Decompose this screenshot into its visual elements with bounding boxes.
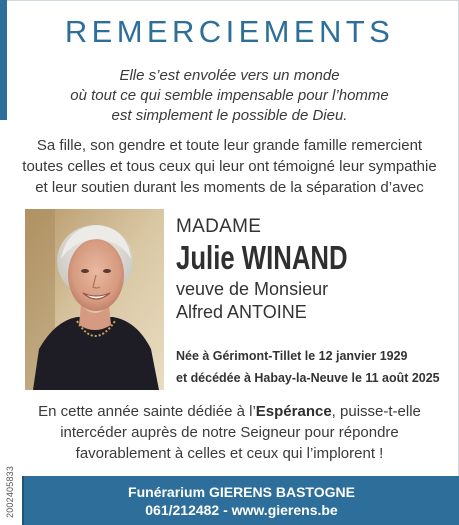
deceased-identity [176, 216, 446, 324]
closing-paragraph [0, 401, 459, 464]
deceased-name: Julie WINAND [176, 239, 348, 276]
closing-line-start: En cette année sainte dédiée à l’ [38, 403, 256, 420]
top-border [0, 0, 459, 1]
reference-number: 2002405833 [5, 465, 15, 518]
deceased-portrait-photo [25, 209, 164, 390]
life-dates [176, 345, 451, 389]
verse-line: où tout ce qui semble impensable pour l’homme [70, 87, 389, 104]
page-title: REMERCIEMENTS [64, 14, 395, 49]
funeral-home-contact: 061/212482 - www.gierens.be [145, 502, 338, 518]
death-info: et décédée à Habay-la-Neuve le 11 août 2025 [176, 370, 440, 385]
thanks-paragraph [0, 135, 459, 198]
poem-verse [0, 66, 459, 126]
thanks-line: Sa fille, son gendre et toute leur grande famille remercient [36, 137, 423, 154]
funeral-home-name: Funérarium GIERENS BASTOGNE [128, 484, 355, 500]
closing-line-end: , puisse-t-elle [331, 403, 421, 420]
verse-line: Elle s’est envolée vers un monde [119, 67, 340, 84]
spouse-name: Alfred ANTOINE [176, 302, 307, 322]
portrait-image [25, 209, 164, 390]
birth-info: Née à Gérimont-Tillet le 12 janvier 1929 [176, 348, 408, 363]
closing-line: intercéder auprès de notre Seigneur pour répondre [60, 424, 399, 441]
verse-line: est simplement le possible de Dieu. [111, 107, 348, 124]
closing-line: favorablement à celles et ceux qui l’implorent ! [75, 445, 384, 462]
funeral-home-footer [24, 476, 459, 525]
thanks-line: toutes celles et tous ceux qui leur ont témoigné leur sympathie [22, 158, 437, 175]
salutation: MADAME [176, 216, 262, 237]
closing-line [0, 401, 459, 422]
thanks-line: et leur soutien durant les moments de la séparation d’avec [35, 179, 424, 196]
closing-emphasis: Espérance [255, 403, 332, 420]
spouse-intro: veuve de Monsieur [176, 279, 329, 299]
